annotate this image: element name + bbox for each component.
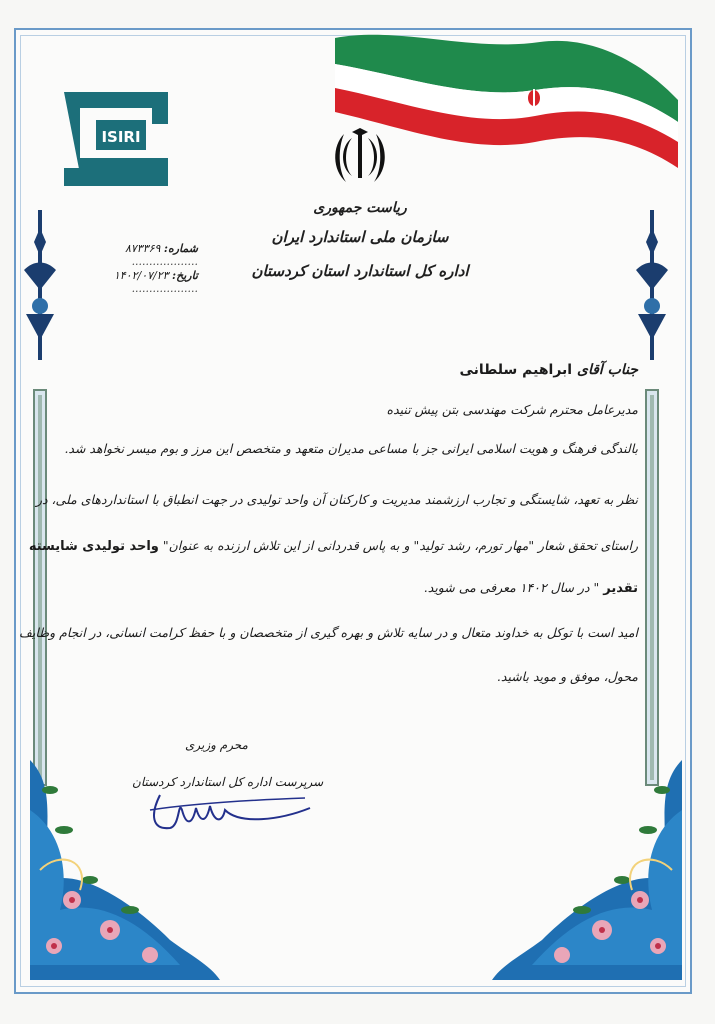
body-line-2: نظر به تعهد، شایستگی و تجارب ارزشمند مدیریت و کارکنان آن واحد تولیدی در جهت انطباق با استانداردهای ملی، در	[35, 492, 638, 507]
body-line-4b: " در سال ۱۴۰۲ معرفی می شوید.	[423, 580, 600, 595]
salutation-prefix: جناب آقای	[576, 362, 638, 378]
number-dots: ...................	[131, 255, 198, 268]
right-floral-ornament-icon	[492, 750, 692, 980]
recipient-name: ابراهیم سلطانی	[459, 362, 573, 378]
recipient-title: مدیرعامل محترم شرکت مهندسی بتن پیش تنیده	[386, 402, 638, 417]
left-floral-ornament-icon	[20, 750, 220, 980]
signatory-title: سرپرست اداره کل استاندارد کردستان	[132, 775, 324, 789]
header-organization: سازمان ملی استاندارد ایران	[271, 228, 449, 246]
right-pillar-ornament-icon	[632, 210, 672, 790]
body-line-1: بالندگی فرهنگ و هویت اسلامی ایرانی جز با مساعی مدیران متعهد و متخصص این مرز و بوم میسر نخواهد شد.	[64, 441, 638, 456]
letter-body	[18, 0, 638, 700]
signatory-name: محرم وزیری	[185, 738, 248, 752]
number-label: شماره:	[163, 242, 198, 255]
body-line-3	[29, 538, 638, 554]
date-dots: ...................	[131, 282, 198, 295]
date-label: تاریخ:	[172, 269, 198, 282]
body-line-5: امید است با توکل به خداوند متعال و در سایه تلاش و بهره گیری از متخصصان و با حفظ کرامت انسانی، در انجام وظایف	[18, 625, 638, 640]
award-title-part1: واحد تولیدی شایسته	[28, 539, 159, 554]
isiri-logo-text: ISIRI	[101, 128, 141, 146]
header-directorate: اداره کل استاندارد استان کردستان	[251, 262, 469, 280]
date-value: ۱۴۰۲/۰۷/۲۳	[113, 269, 169, 282]
body-line-4	[424, 580, 638, 596]
number-value: ۸۷۳۳۶۹	[124, 242, 161, 255]
salutation	[459, 362, 638, 378]
body-line-6: محول، موفق و موید باشید.	[496, 669, 638, 684]
header-presidency: ریاست جمهوری	[313, 200, 407, 216]
award-title-part2: تقدیر	[603, 581, 638, 596]
body-line-3a: راستای تحقق شعار "مهار تورم، رشد تولید" و به پاس قدردانی از این تلاش ارزنده به عنوان"	[162, 538, 638, 553]
